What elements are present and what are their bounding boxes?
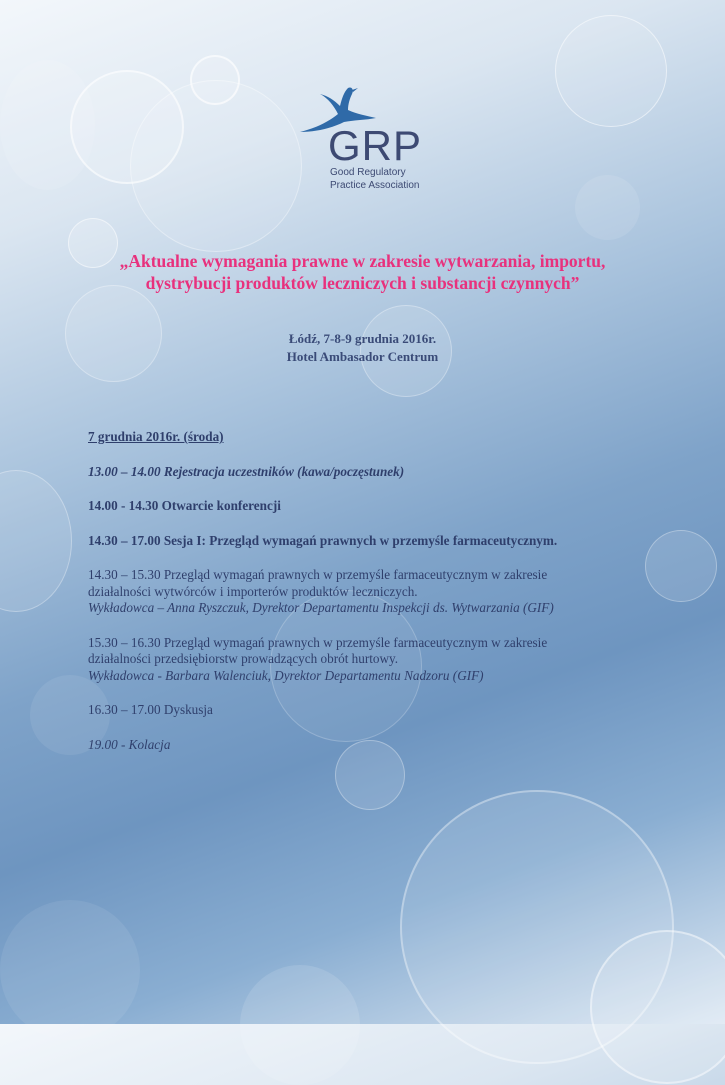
agenda-item-lecture2-line2: działalności przedsiębiorstw prowadzących obrót hurtowy. (88, 651, 399, 666)
bokeh-circle (575, 175, 640, 240)
logo-subtitle-line2: Practice Association (330, 180, 420, 191)
event-dates: Łódź, 7-8-9 grudnia 2016r. (288, 331, 437, 346)
event-venue (100, 330, 625, 366)
heron-icon (298, 84, 438, 166)
logo-wordmark: GRP (328, 122, 423, 166)
bokeh-circle (555, 15, 667, 127)
agenda-item-lecture1-line1: 14.30 – 15.30 Przegląd wymagań prawnych w przemyśle farmaceutycznym w zakresie (88, 567, 548, 582)
logo-subtitle-line1: Good Regulatory (330, 167, 406, 178)
agenda-item-registration: 13.00 – 14.00 Rejestracja uczestników (kawa/poczęstunek) (88, 463, 405, 479)
agenda-item-lecture1-line2: działalności wytwórców i importerów produktów leczniczych. (88, 583, 418, 599)
bokeh-circle (70, 70, 184, 184)
event-title-line2: dystrybucji produktów leczniczych i substancji czynnych” (145, 273, 580, 293)
bokeh-circle (0, 470, 72, 612)
event-title-line1: „Aktualne wymagania prawne w zakresie wytwarzania, importu, (119, 251, 606, 271)
agenda-day-heading: 7 grudnia 2016r. (środa) (88, 429, 224, 444)
event-title (40, 250, 685, 294)
agenda-item-lecture1-speaker: Wykładowca – Anna Ryszczuk, Dyrektor Departamentu Inspekcji ds. Wytwarzania (GIF) (88, 600, 554, 615)
agenda-item-lecture2-line1: 15.30 – 16.30 Przegląd wymagań prawnych w przemyśle farmaceutycznym w zakresie (88, 634, 548, 650)
agenda (88, 429, 688, 753)
grp-logo (298, 84, 438, 196)
event-hotel: Hotel Ambasador Centrum (286, 349, 439, 364)
agenda-item-opening: 14.00 - 14.30 Otwarcie konferencji (88, 498, 281, 513)
bokeh-circle (400, 790, 674, 1064)
agenda-item-lecture2-speaker: Wykładowca - Barbara Walenciuk, Dyrektor Departamentu Nadzoru (GIF) (88, 667, 484, 683)
bokeh-circle (240, 965, 360, 1085)
agenda-item-discussion: 16.30 – 17.00 Dyskusja (88, 702, 213, 717)
bokeh-circle (130, 80, 302, 252)
agenda-item-dinner: 19.00 - Kolacja (88, 736, 171, 752)
bokeh-circle (0, 60, 95, 190)
bokeh-circle (190, 55, 240, 105)
bokeh-circle (590, 930, 725, 1084)
bokeh-circle (0, 900, 140, 1040)
agenda-item-session: 14.30 – 17.00 Sesja I: Przegląd wymagań prawnych w przemyśle farmaceutycznym. (88, 532, 558, 548)
